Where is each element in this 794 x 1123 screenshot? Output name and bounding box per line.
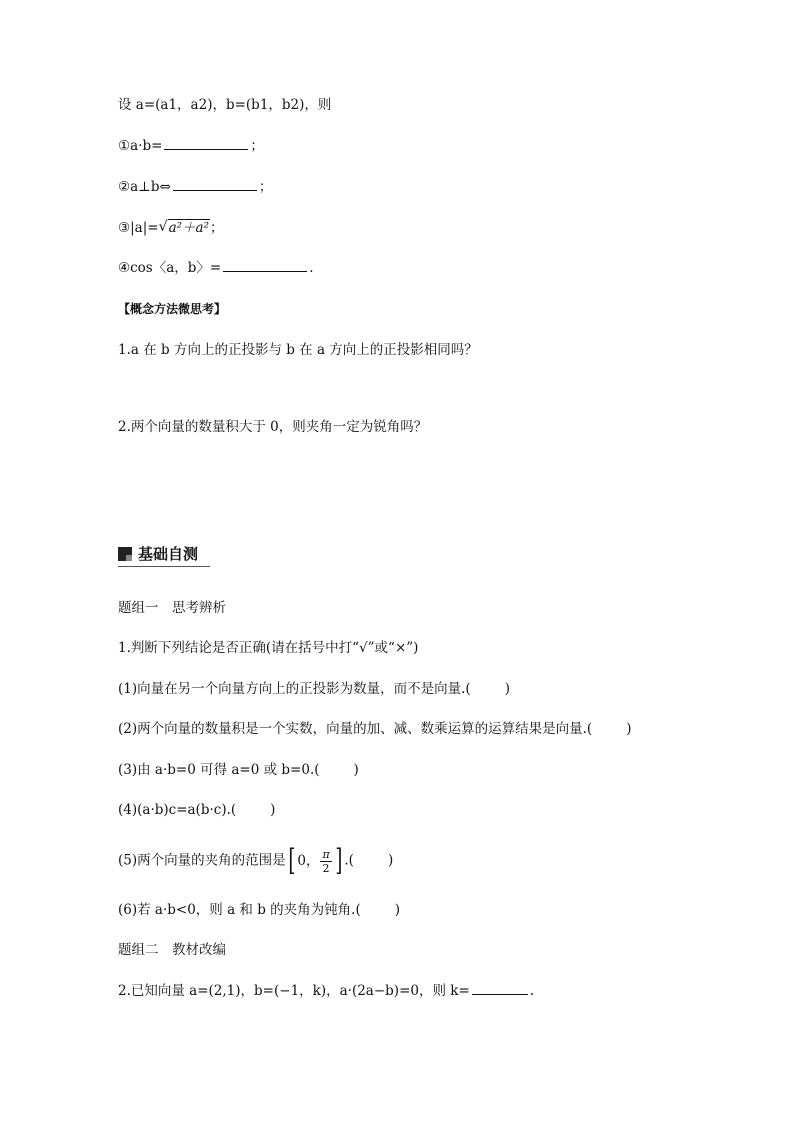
answer-blank-4[interactable]: [223, 259, 307, 272]
pi-over-two: [320, 848, 331, 875]
section-heading: [118, 543, 198, 564]
interval-expression: [ 0， $\frac{\pi}{2}$ ]: [287, 843, 343, 878]
item-cosine: ④cos〈a，b〉= .: [118, 260, 314, 276]
concept-question-2: 2.两个向量的数量积大于 0，则夹角一定为锐角吗？: [118, 419, 428, 435]
statement-4: [118, 800, 275, 820]
statement-6: [118, 900, 400, 920]
paren-close: ): [353, 762, 359, 778]
group1-question: 1.判断下列结论是否正确(请在括号中打“√”或“×”): [118, 640, 419, 656]
item-magnitude: ③|a|=√ a²＋a²；: [118, 218, 223, 238]
sqrt-expression: [159, 218, 210, 238]
sqrt-radicand: a²＋a²: [168, 220, 209, 236]
item-perpendicular: ②a⊥b⇔ ；: [118, 179, 273, 195]
paren-close: ): [504, 681, 510, 697]
paren-close: ): [387, 852, 394, 869]
group2-question: 2.已知向量 a=(2,1)，b=(−1，k)，a·(2a−b)=0，则 k= .: [118, 983, 535, 999]
paren-close: ): [394, 902, 400, 918]
section-underline: [118, 566, 210, 567]
answer-blank-1[interactable]: [164, 137, 248, 150]
statement-5-suffix: .(: [344, 852, 354, 869]
statement-4-text: (4)(a·b)c=a(b·c).(: [118, 802, 237, 818]
section-title-text: 基础自测: [138, 545, 199, 563]
statement-3: [118, 760, 359, 780]
section-square-icon: [118, 547, 132, 561]
interval-zero: 0，: [297, 853, 320, 869]
answer-blank-2[interactable]: [173, 178, 257, 191]
statement-2-text: (2)两个向量的数量积是一个实数，向量的加、减、数乘运算的运算结果是向量.(: [118, 721, 593, 737]
item-dot-product-label: ①a·b=: [118, 138, 163, 154]
item-dot-product: ①a·b= ；: [118, 138, 264, 154]
group1-label: 题组一 思考辨析: [118, 600, 226, 616]
intro-text: 设 a=(a1，a2)，b=(b1，b2)，则: [118, 97, 332, 113]
frac-denominator: 2: [322, 861, 330, 875]
statement-5: [118, 843, 394, 878]
statement-1-text: (1)向量在另一个向量方向上的正投影为数量，而不是向量.(: [118, 681, 471, 697]
statement-6-text: (6)若 a·b<0，则 a 和 b 的夹角为钝角.(: [118, 902, 361, 918]
frac-numerator: π: [322, 847, 330, 861]
group2-label: 题组二 教材改编: [118, 942, 226, 958]
item-perpendicular-label: ②a⊥b⇔: [118, 179, 171, 195]
paren-close: ): [270, 802, 276, 818]
concept-tag: 【概念方法微思考】: [118, 302, 227, 316]
concept-question-1: 1.a 在 b 方向上的正投影与 b 在 a 方向上的正投影相同吗？: [118, 342, 478, 358]
paren-close: ): [626, 721, 632, 737]
item-magnitude-label: ③|a|=: [118, 220, 159, 236]
statement-3-text: (3)由 a·b=0 可得 a=0 或 b=0.(: [118, 762, 320, 778]
answer-blank-k[interactable]: [472, 982, 528, 995]
statement-1: [118, 679, 510, 699]
item-cosine-label: ④cos〈a，b〉=: [118, 260, 222, 276]
statement-5-text: (5)两个向量的夹角的范围是: [118, 852, 286, 869]
group2-question-text: 2.已知向量 a=(2,1)，b=(−1，k)，a·(2a−b)=0，则 k=: [118, 983, 470, 999]
statement-2: [118, 719, 631, 739]
